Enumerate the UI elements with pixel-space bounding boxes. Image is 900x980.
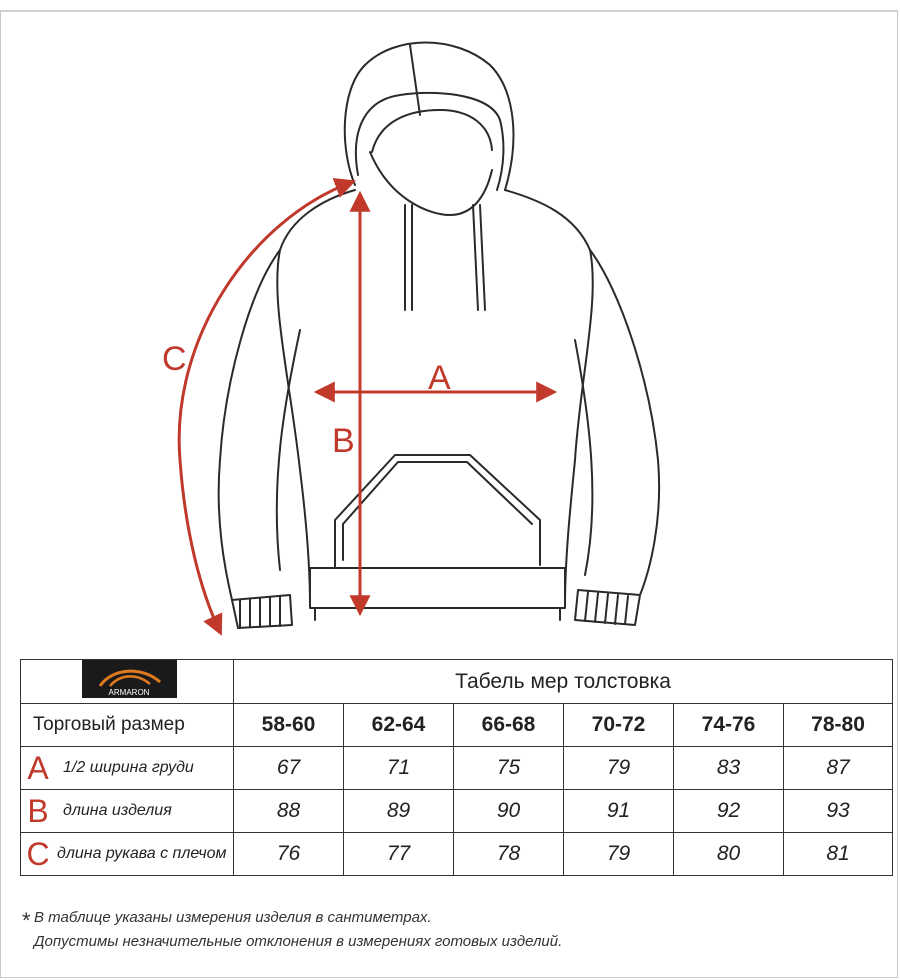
cell-a-1: 67 [234, 747, 344, 790]
cell-a-5: 83 [674, 747, 784, 790]
table-row-c [21, 833, 893, 876]
size-col-4: 70-72 [564, 704, 674, 747]
row-desc-c: длина рукава с плечом [57, 845, 227, 862]
table-header-row [21, 704, 893, 747]
size-col-5: 74-76 [674, 704, 784, 747]
size-header: Торговый размер [21, 704, 234, 747]
cell-a-3: 75 [454, 747, 564, 790]
size-col-6: 78-80 [784, 704, 893, 747]
cell-b-1: 88 [234, 790, 344, 833]
size-col-1: 58-60 [234, 704, 344, 747]
armaron-logo-icon [82, 660, 177, 698]
cell-c-2: 77 [344, 833, 454, 876]
hoodie-outline [219, 43, 659, 629]
row-letter-a: A [27, 750, 49, 786]
row-label-c [21, 833, 234, 876]
size-col-3: 66-68 [454, 704, 564, 747]
brand-logo [21, 660, 234, 704]
row-letter-c: C [26, 836, 50, 872]
arrow-c [179, 182, 352, 632]
row-label-a [21, 747, 234, 790]
cell-a-2: 71 [344, 747, 454, 790]
footnotes [22, 906, 882, 954]
cell-c-1: 76 [234, 833, 344, 876]
row-desc-b: длина изделия [63, 802, 172, 819]
table-row-b [21, 790, 893, 833]
measurement-arrows [179, 182, 553, 632]
row-letter-b: B [27, 793, 49, 829]
cell-b-5: 92 [674, 790, 784, 833]
label-a: A [428, 359, 451, 397]
size-table [20, 659, 893, 876]
cell-c-3: 78 [454, 833, 564, 876]
table-title: Табель мер толстовка [234, 660, 893, 704]
size-col-2: 62-64 [344, 704, 454, 747]
label-c: C [162, 340, 187, 378]
table-title-row [21, 660, 893, 704]
cell-b-2: 89 [344, 790, 454, 833]
cell-a-4: 79 [564, 747, 674, 790]
svg-text:ARMARON: ARMARON [108, 688, 149, 697]
cell-b-6: 93 [784, 790, 893, 833]
row-desc-a: 1/2 ширина груди [63, 759, 194, 776]
cell-a-6: 87 [784, 747, 893, 790]
cell-c-4: 79 [564, 833, 674, 876]
table-row-a [21, 747, 893, 790]
cell-c-5: 80 [674, 833, 784, 876]
footnote-star: * [22, 908, 31, 933]
cell-b-3: 90 [454, 790, 564, 833]
label-b: B [332, 422, 355, 460]
footnote-line-1: В таблице указаны измерения изделия в сантиметрах. [34, 909, 432, 926]
cell-c-6: 81 [784, 833, 893, 876]
footnote-line-2: Допустимы незначительные отклонения в измерениях готовых изделий. [34, 933, 563, 950]
cell-b-4: 91 [564, 790, 674, 833]
row-label-b [21, 790, 234, 833]
